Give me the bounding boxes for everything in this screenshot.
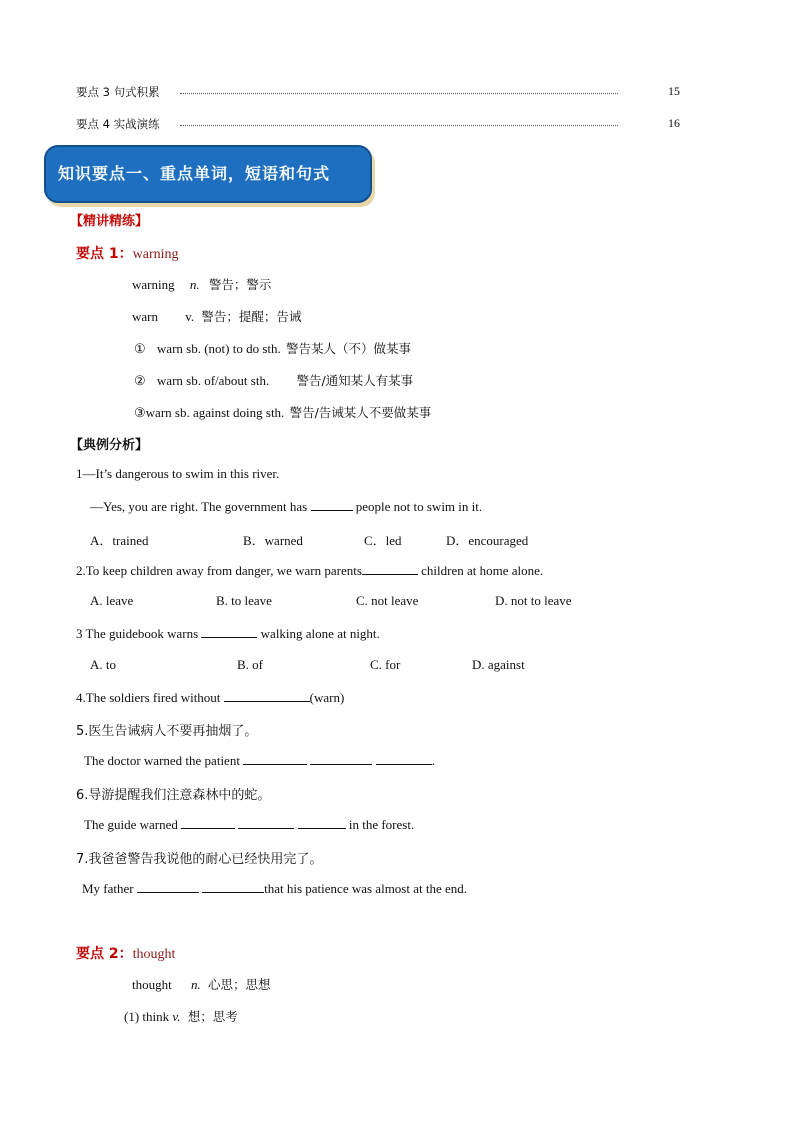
option-b[interactable]: B. to leave — [216, 593, 272, 608]
definition-meaning: 警告；提醒；告诫 — [201, 309, 302, 324]
option-a[interactable]: A. leave — [90, 593, 134, 608]
question-6-english: The guide warned in the forest. — [84, 817, 415, 832]
answer-blank[interactable] — [243, 752, 307, 765]
toc-page-number: 16 — [668, 116, 680, 130]
toc-label: 要点 3 句式积累 — [76, 85, 160, 99]
answer-blank[interactable] — [311, 498, 353, 511]
question-5-english: The doctor warned the patient . — [84, 753, 435, 768]
question-7-chinese: 7.我爸爸警告我说他的耐心已经快用完了。 — [76, 852, 323, 867]
answer-blank[interactable] — [298, 816, 346, 829]
definition-meaning: 想；思考 — [187, 1009, 238, 1024]
definition-line — [132, 275, 271, 293]
answer-blank[interactable] — [376, 752, 432, 765]
definition-pos: v. — [172, 1009, 181, 1024]
toc-leader-dots — [180, 93, 618, 94]
question-5-chinese: 5.医生告诫病人不要再抽烟了。 — [76, 724, 258, 739]
question-4: 4.The soldiers fired without (warn) — [76, 690, 345, 705]
option-d[interactable]: D．encouraged — [446, 533, 529, 548]
toc-label: 要点 4 实战演练 — [76, 117, 160, 131]
usage-number: ③ — [134, 405, 146, 420]
question-7-english: My father that his patience was almost at the end. — [82, 881, 468, 896]
usage-number: ① — [134, 341, 146, 356]
option-c[interactable]: C．led — [364, 533, 402, 548]
usage-english: warn sb. (not) to do sth. — [156, 341, 281, 356]
toc-entry[interactable] — [76, 116, 680, 132]
question-2: 2.To keep children away from danger, we warn parents children at home alone. — [76, 563, 544, 578]
option-c[interactable]: C. for — [370, 657, 401, 672]
point-label: 要点 1： — [76, 246, 133, 262]
question-1-reply: —Yes, you are right. The government has people not to swim in it. — [90, 499, 483, 514]
usage-line — [134, 371, 413, 389]
toc-entry[interactable] — [76, 84, 680, 100]
point-2-heading — [76, 943, 175, 963]
usage-number: ② — [134, 373, 146, 388]
question-3: 3 The guidebook warns walking alone at night. — [76, 626, 380, 641]
toc-page-number: 15 — [668, 84, 680, 98]
definition-meaning: 心思；思想 — [207, 977, 271, 992]
point-label: 要点 2： — [76, 946, 133, 962]
definition-pos: n. — [189, 277, 200, 292]
definition-pos: n. — [190, 977, 201, 992]
section-heading-dianli: 【典例分析】 — [70, 438, 149, 453]
usage-chinese: 警告/告诫某人不要做某事 — [289, 405, 432, 420]
point-keyword: thought — [132, 947, 176, 962]
section-heading-jingjiang: 【精讲精练】 — [70, 214, 149, 229]
option-d[interactable]: D. not to leave — [495, 593, 572, 608]
section-banner — [44, 145, 372, 203]
definition-word: warning — [132, 277, 175, 292]
usage-chinese: 警告某人（不）做某事 — [286, 341, 412, 356]
definition-number: (1) think — [124, 1009, 173, 1024]
answer-blank[interactable] — [310, 752, 372, 765]
usage-english: warn sb. of/about sth. — [156, 373, 270, 388]
definition-word: warn — [132, 309, 158, 324]
answer-blank[interactable] — [202, 880, 264, 893]
definition-line — [132, 975, 271, 993]
usage-english: warn sb. against doing sth. — [145, 405, 285, 420]
section-banner-title: 知识要点一、重点单词，短语和句式 — [58, 164, 331, 183]
answer-blank[interactable] — [201, 625, 257, 638]
question-6-chinese: 6.导游提醒我们注意森林中的蛇。 — [76, 788, 271, 803]
usage-chinese: 警告/通知某人有某事 — [296, 373, 414, 388]
definition-line — [124, 1007, 238, 1025]
point-1-heading — [76, 243, 179, 263]
option-b[interactable]: B. of — [237, 657, 263, 672]
definition-line — [132, 307, 301, 325]
definition-pos: v. — [185, 309, 195, 324]
option-a[interactable]: A．trained — [90, 533, 149, 548]
question-1-prompt: 1—It’s dangerous to swim in this river. — [76, 466, 280, 481]
option-b[interactable]: B．warned — [243, 533, 303, 548]
answer-blank[interactable] — [137, 880, 199, 893]
point-keyword: warning — [132, 247, 179, 262]
definition-meaning: 警告；警示 — [208, 277, 272, 292]
answer-blank[interactable] — [238, 816, 294, 829]
usage-line — [134, 339, 411, 357]
option-a[interactable]: A. to — [90, 657, 116, 672]
toc-leader-dots — [180, 125, 618, 126]
definition-word: thought — [132, 977, 172, 992]
answer-blank[interactable] — [181, 816, 235, 829]
option-d[interactable]: D. against — [472, 657, 525, 672]
usage-line — [134, 403, 431, 421]
option-c[interactable]: C. not leave — [356, 593, 419, 608]
answer-blank[interactable] — [224, 689, 310, 702]
answer-blank[interactable] — [362, 562, 418, 575]
